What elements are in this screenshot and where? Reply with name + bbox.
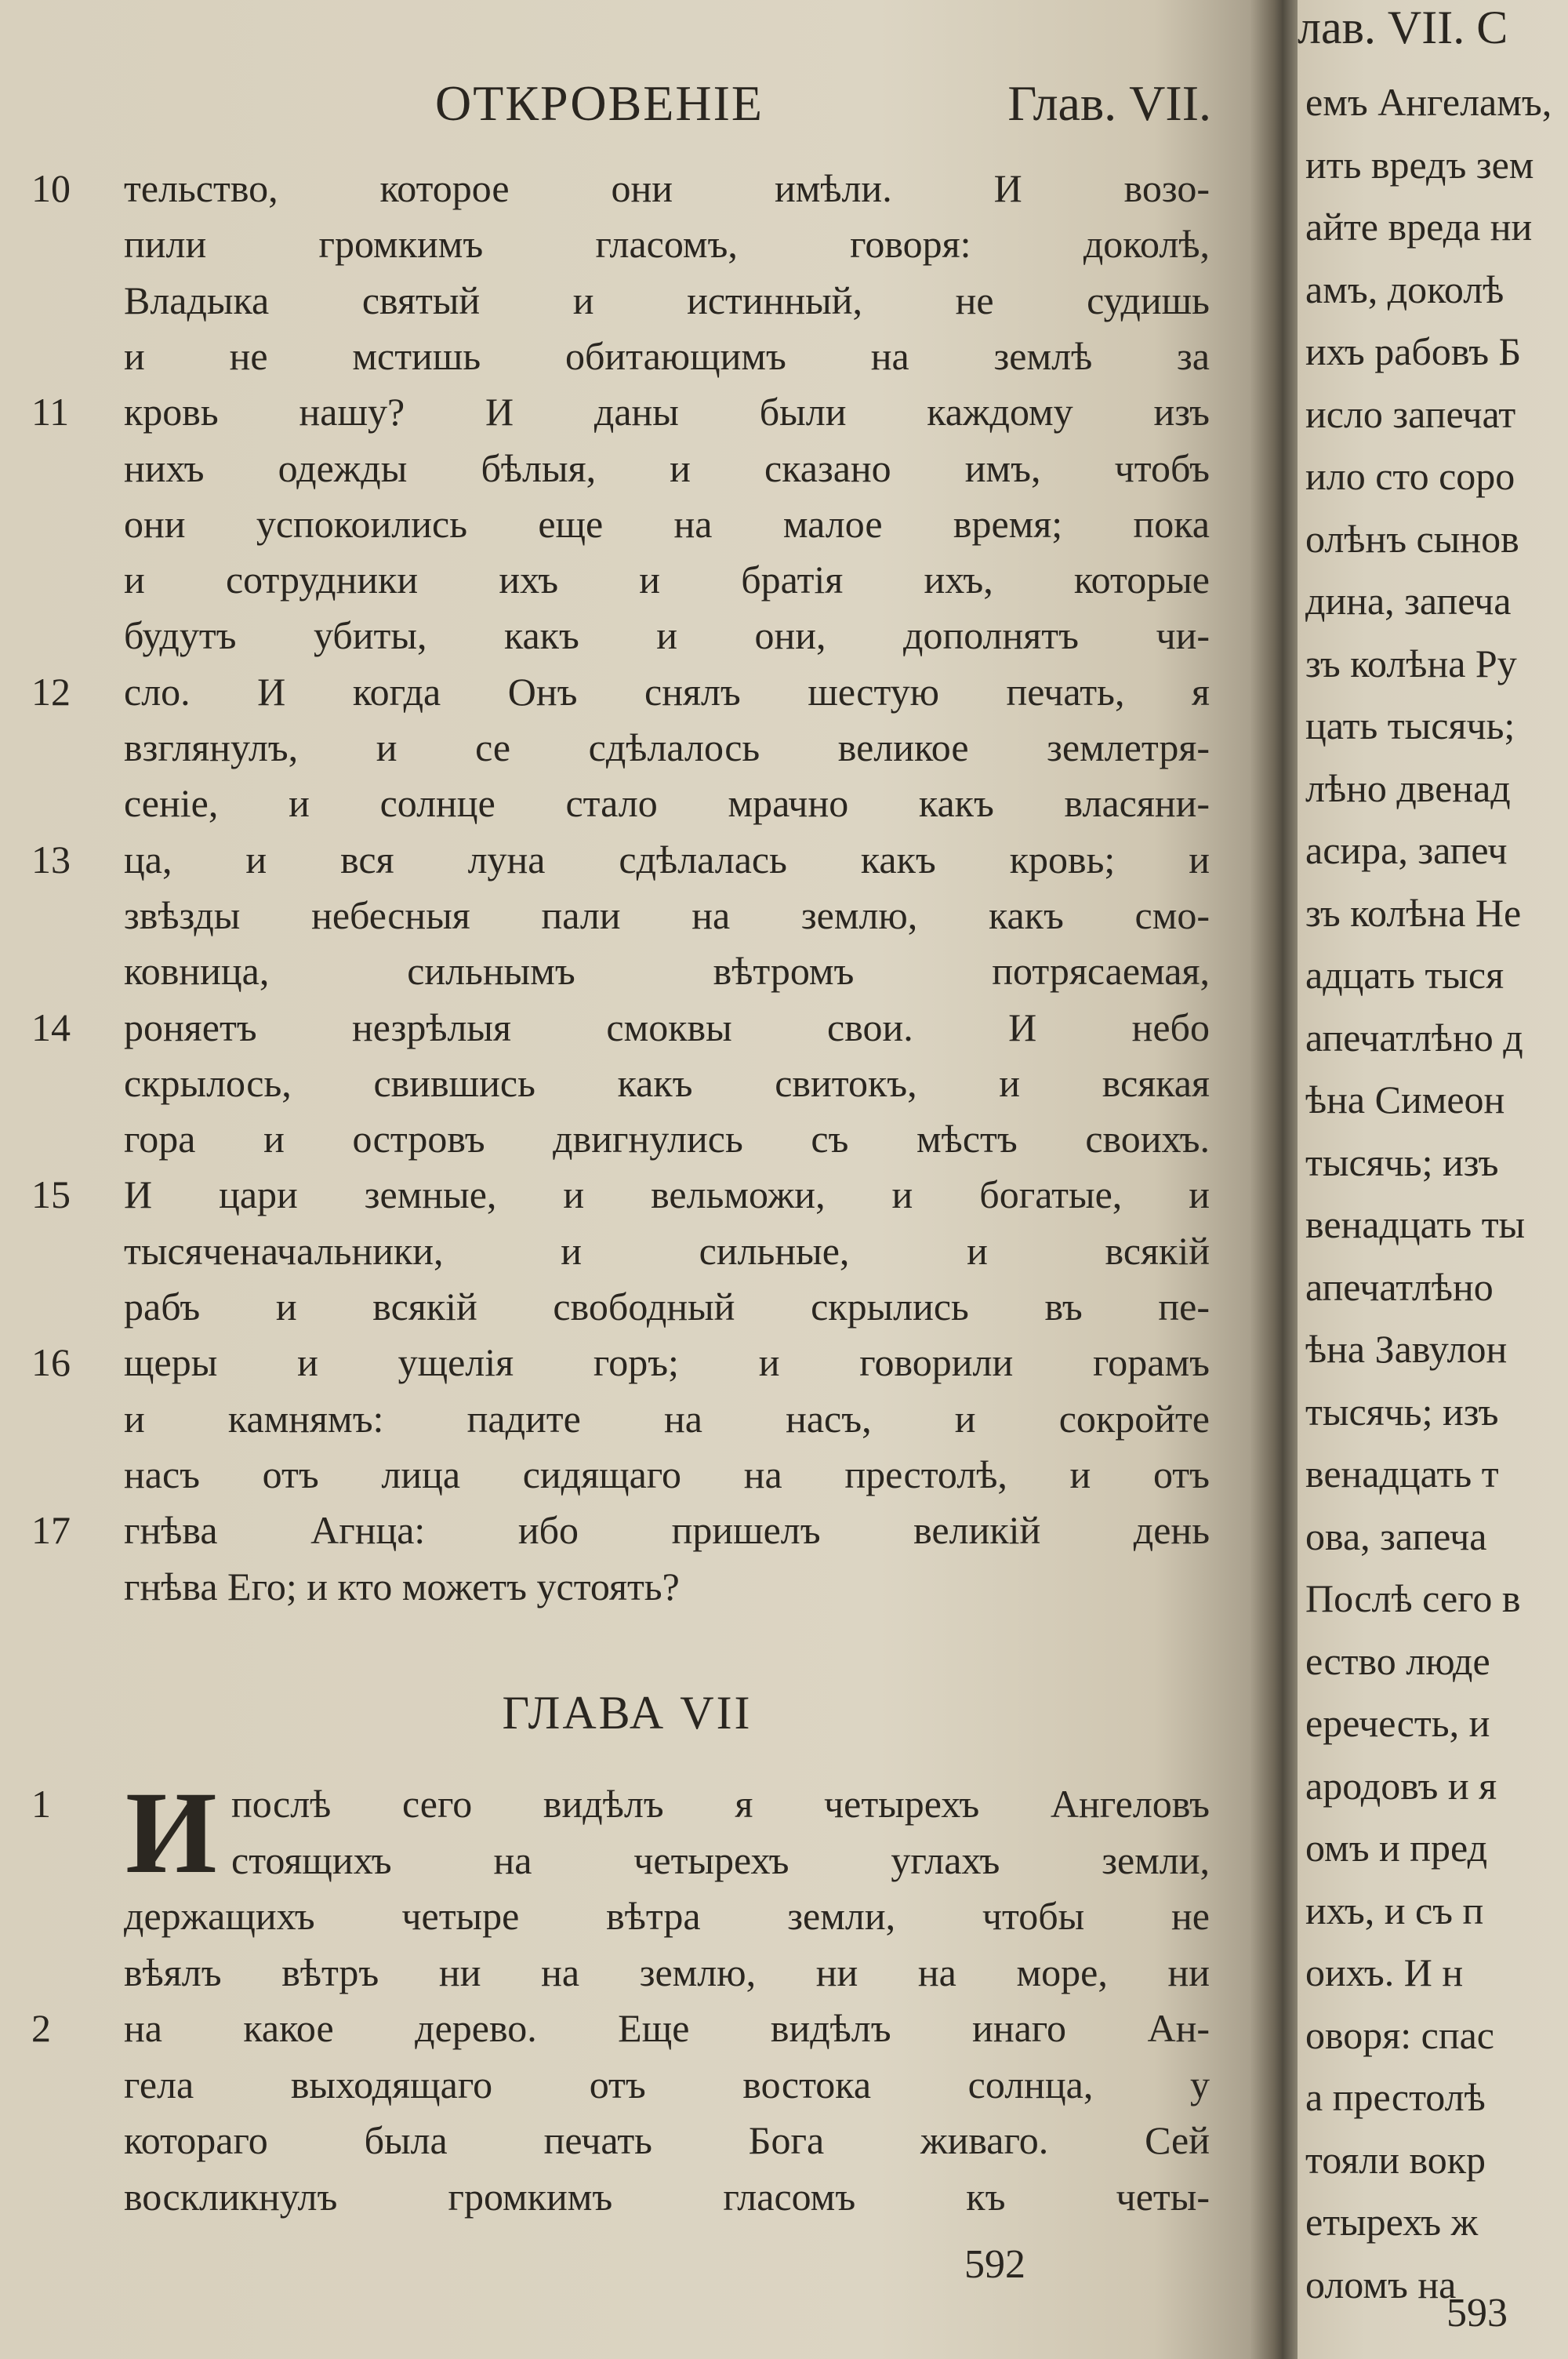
text-line: ковница, сильнымъ вѣтромъ потрясаемая,: [124, 949, 1210, 994]
right-text-line: оворя: спас: [1305, 2012, 1494, 2057]
text-line: насъ отъ лица сидящаго на престолѣ, и отъ: [124, 1452, 1210, 1496]
text-line: гнѣва Его; и кто можетъ устоять?: [124, 1564, 680, 1608]
verse-number: 13: [31, 837, 71, 881]
verse-number: 16: [31, 1340, 71, 1385]
verse-number: 2: [31, 2006, 51, 2050]
text-line: сеніе, и солнце стало мрачно какъ власяни-: [124, 781, 1210, 826]
right-text-line: зъ колѣна Не: [1305, 890, 1522, 935]
text-line: котораго была печать Бога живаго. Сей: [124, 2118, 1210, 2162]
running-head: [435, 75, 1211, 145]
right-text-line: оихъ. И н: [1305, 1950, 1464, 1994]
right-text-line: етырехъ ж: [1305, 2200, 1479, 2244]
text-line: гора и островъ двигнулись съ мѣстъ своихъ.: [124, 1117, 1210, 1161]
text-line: пили громкимъ гласомъ, говоря: доколѣ,: [124, 222, 1210, 267]
right-text-line: ихъ, и съ п: [1305, 1888, 1484, 1932]
right-text-line: олѣнъ сынов: [1305, 516, 1519, 561]
text-line: и не мстишь обитающимъ на землѣ за: [124, 333, 1210, 378]
text-line: они успокоились еще на малое время; пока: [124, 501, 1210, 546]
right-text-line: исло запечат: [1305, 391, 1516, 436]
right-text-line: ѣна Завулон: [1305, 1327, 1508, 1371]
text-line: тысяченачальники, и сильные, и всякій: [124, 1228, 1210, 1273]
text-line: взглянулъ, и се сдѣлалось великое землетря-: [124, 725, 1210, 769]
verse-number: 10: [31, 166, 71, 210]
right-text-line: дина, запеча: [1305, 579, 1512, 623]
text-line: воскликнулъ громкимъ гласомъ къ четы-: [124, 2174, 1210, 2219]
text-line: гнѣва Агнца: ибо пришелъ великій день: [124, 1508, 1210, 1553]
right-text-line: ова, запеча: [1305, 1514, 1487, 1558]
page-number-right: 593: [1446, 2291, 1508, 2335]
right-text-line: еречесть, и: [1305, 1701, 1490, 1745]
text-line: роняетъ незрѣлыя смоквы свои. И небо: [124, 1005, 1210, 1049]
right-text-line: ило сто соро: [1305, 454, 1515, 498]
chapter-heading: ГЛАВА VII: [502, 1687, 753, 1739]
drop-cap: И: [125, 1768, 217, 1898]
right-text-line: зъ колѣна Ру: [1305, 641, 1517, 685]
text-line: и камнямъ: падите на насъ, и сокройте: [124, 1396, 1210, 1441]
text-line: И цари земные, и вельможи, и богатые, и: [124, 1172, 1210, 1217]
right-text-line: ить вредъ зем: [1305, 142, 1534, 187]
text-line: сло. И когда Онъ снялъ шестую печать, я: [124, 669, 1210, 714]
right-page: [1298, 0, 1568, 2359]
right-text-line: ество люде: [1305, 1638, 1490, 1683]
text-line: держащихъ четыре вѣтра земли, чтобы не: [124, 1894, 1210, 1938]
right-text-line: ародовъ и я: [1305, 1763, 1497, 1808]
right-text-line: тояли вокр: [1305, 2137, 1486, 2182]
text-line: тельство, которое они имѣли. И возо-: [124, 166, 1210, 210]
page-number-left: 592: [964, 2242, 1025, 2287]
running-chapter: Глав. VII.: [1007, 75, 1211, 131]
right-text-line: адцать тыся: [1305, 953, 1504, 997]
verse-number: 11: [31, 390, 70, 434]
right-text-line: омъ и пред: [1305, 1826, 1488, 1870]
verse-number: 1: [31, 1782, 51, 1826]
text-line: стоящихъ на четырехъ углахъ земли,: [231, 1837, 1210, 1882]
right-text-line: апечатлѣно д: [1305, 1015, 1523, 1060]
right-text-line: лѣно двенад: [1305, 765, 1511, 810]
text-line: Владыка святый и истинный, не судишь: [124, 278, 1210, 322]
text-line: нихъ одежды бѣлыя, и сказано имъ, чтобъ: [124, 445, 1210, 490]
right-text-line: амъ, доколѣ: [1305, 267, 1504, 311]
right-text-line: емъ Ангеламъ,: [1305, 80, 1552, 124]
right-text-line: тысячь; изъ: [1305, 1140, 1499, 1184]
text-line: ца, и вся луна сдѣлалась какъ кровь; и: [124, 837, 1210, 881]
text-line: на какое дерево. Еще видѣлъ инаго Ан-: [124, 2006, 1210, 2050]
right-text-line: апечатлѣно: [1305, 1264, 1494, 1309]
right-text-line: цать тысячь;: [1305, 703, 1515, 747]
right-text-line: ѣна Симеон: [1305, 1078, 1505, 1121]
text-line: рабъ и всякій свободный скрылись въ пе-: [124, 1285, 1210, 1329]
text-line: кровь нашу? И даны были каждому изъ: [124, 390, 1210, 434]
verse-number: 12: [31, 669, 71, 714]
right-text-line: тысячь; изъ: [1305, 1389, 1499, 1434]
right-text-line: ихъ рабовъ Б: [1305, 329, 1522, 373]
text-line: будутъ убиты, какъ и они, дополнятъ чи-: [124, 613, 1210, 658]
right-text-line: а престолѣ: [1305, 2075, 1486, 2119]
right-text-line: венадцать т: [1305, 1452, 1499, 1496]
right-text-line: Послѣ сего в: [1305, 1576, 1521, 1620]
right-running-head: лав. VII. С: [1298, 2, 1508, 53]
verse-number: 14: [31, 1005, 71, 1049]
running-title: ОТКРОВЕНІЕ: [435, 75, 764, 131]
right-text-line: айте вреда ни: [1305, 205, 1533, 249]
verse-number: 15: [31, 1172, 71, 1217]
right-text-line: оломъ на: [1305, 2262, 1457, 2306]
text-line: послѣ сего видѣлъ я четырехъ Ангеловъ: [231, 1782, 1210, 1826]
right-text-line: асира, запеч: [1305, 828, 1508, 872]
text-line: гела выходящаго отъ востока солнца, у: [124, 2062, 1210, 2106]
right-text-line: венадцать ты: [1305, 1202, 1526, 1246]
verse-number: 17: [31, 1508, 71, 1553]
text-line: звѣзды небесныя пали на землю, какъ смо-: [124, 892, 1210, 937]
text-line: скрылось, свившись какъ свитокъ, и всякая: [124, 1060, 1210, 1105]
text-line: и сотрудники ихъ и братія ихъ, которые: [124, 558, 1210, 602]
text-line: вѣялъ вѣтръ ни на землю, ни на море, ни: [124, 1950, 1210, 1994]
text-line: щеры и ущелія горъ; и говорили горамъ: [124, 1340, 1210, 1385]
